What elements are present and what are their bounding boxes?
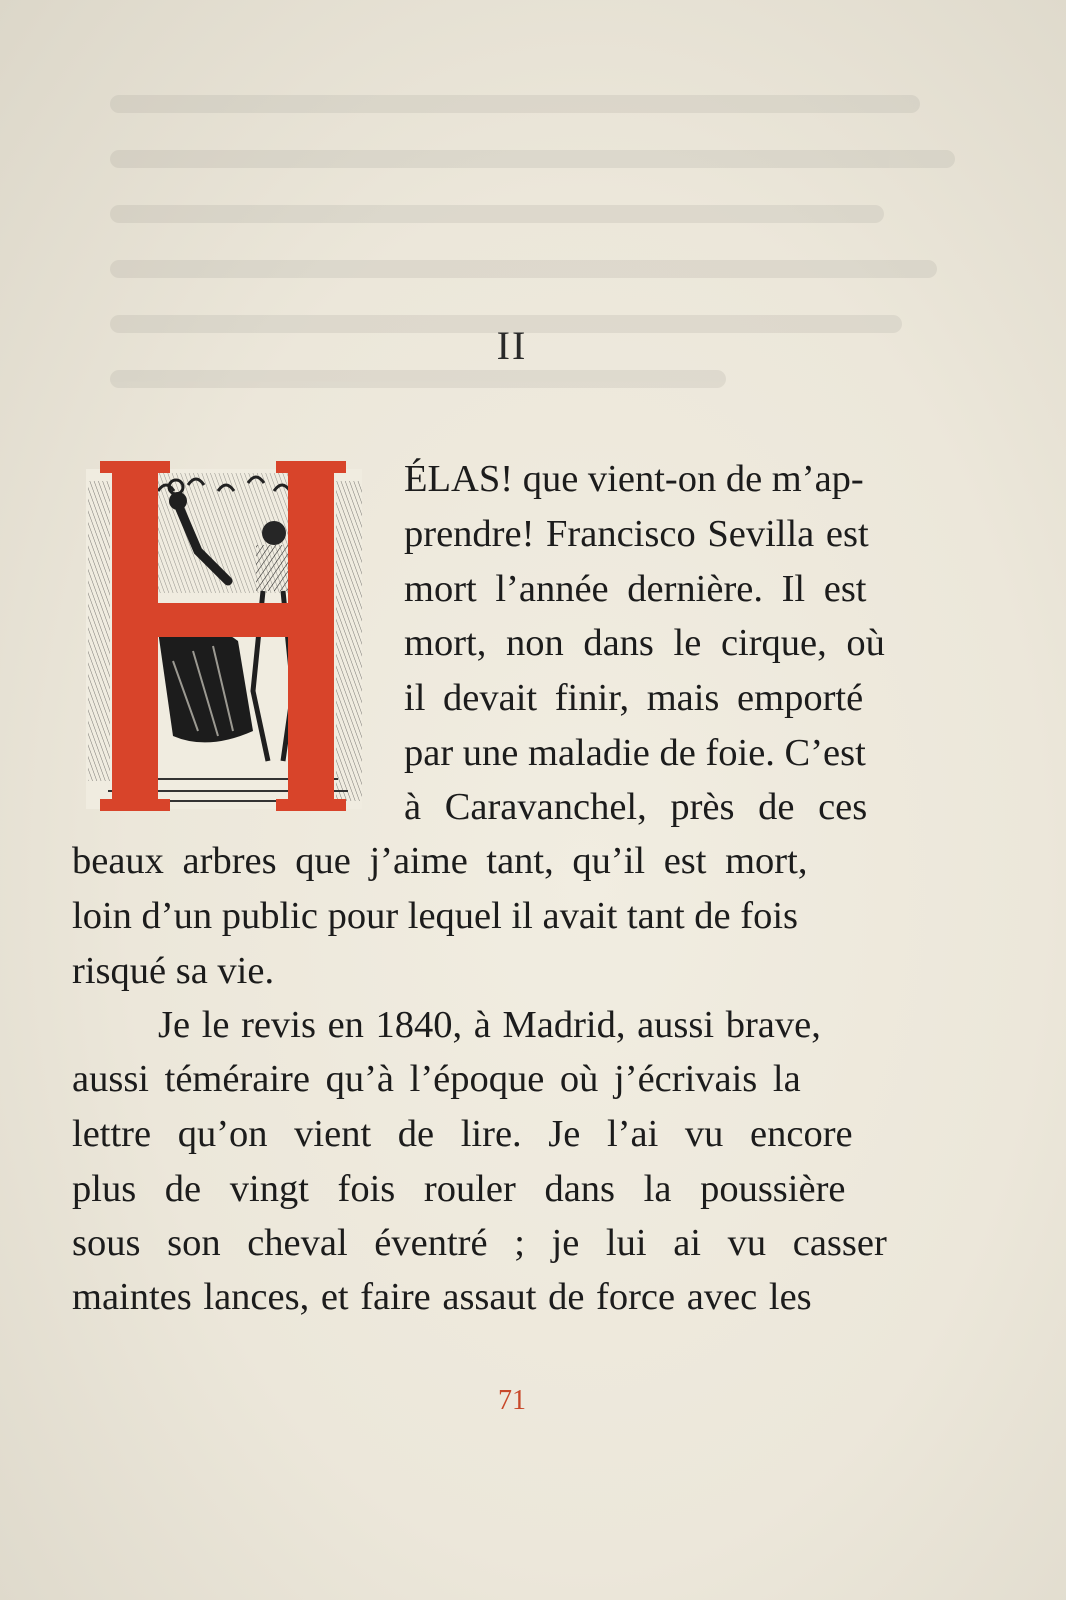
text-line: lettre qu’on vient de lire. Je l’ai vu encore — [72, 1113, 853, 1155]
text-line: mort l’année dernière. Il est — [404, 568, 867, 610]
drop-cap-initial — [78, 461, 370, 821]
text-line: à Caravanchel, près de ces — [404, 786, 868, 828]
text-line: il devait finir, mais emporté — [404, 677, 864, 719]
text-line: sous son cheval éventré ; je lui ai vu casser — [72, 1222, 887, 1264]
text-line: risqué sa vie. — [72, 950, 275, 992]
text-line: Je le revis en 1840, à Madrid, aussi brave, — [158, 1004, 821, 1046]
text-line: par une maladie de foie. C’est — [404, 732, 866, 774]
text-line: mort, non dans le cirque, où — [404, 622, 885, 664]
page-number: 71 — [498, 1385, 526, 1416]
drop-cap-letter: H — [78, 461, 79, 462]
text-line: plus de vingt fois rouler dans la poussière — [72, 1168, 846, 1210]
text-line: prendre! Francisco Sevilla est — [404, 513, 869, 555]
text-line: maintes lances, et faire assaut de force avec les — [72, 1276, 812, 1318]
text-line: ÉLAS! que vient-on de m’ap- — [404, 458, 864, 500]
show-through-text — [110, 95, 990, 455]
text-line: beaux arbres que j’aime tant, qu’il est mort, — [72, 840, 808, 882]
chapter-heading: II — [496, 323, 528, 368]
text-line: loin d’un public pour lequel il avait tant de fois — [72, 895, 798, 937]
text-line: aussi téméraire qu’à l’époque où j’écrivais la — [72, 1058, 801, 1100]
